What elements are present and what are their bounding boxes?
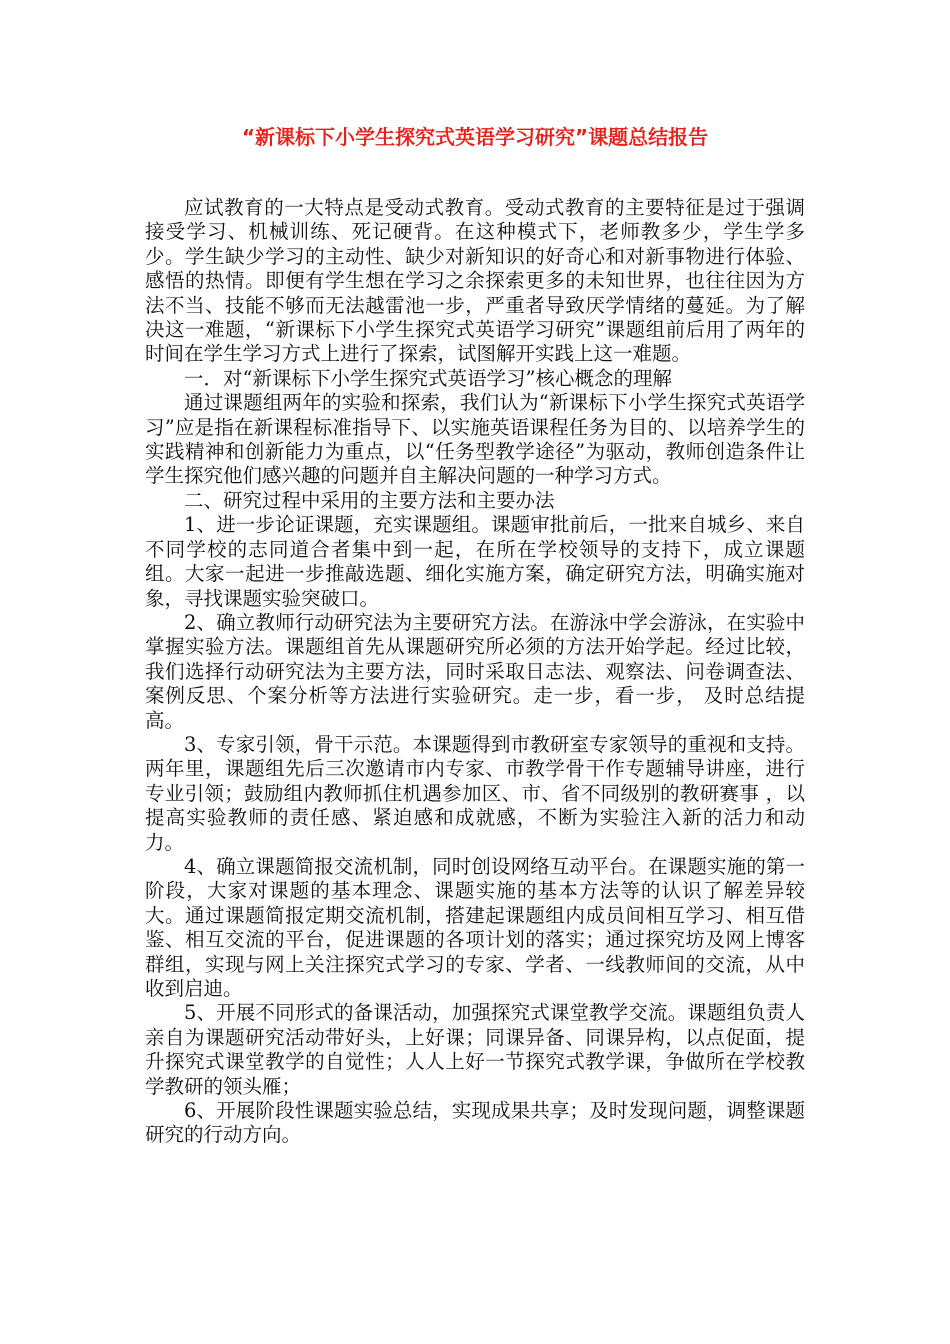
paragraph-method-4: 4、确立课题简报交流机制，同时创设网络互动平台。在课题实施的第一阶段，大家对课题的基本理念、课题实施的基本方法等的认识了解差异较大。通过课题简报定期交流机制，搭建起课题组内成员间相互学习、相互借鉴、相互交流的平台，促进课题的各项计划的落实；通过探究坊及网上博客群组，实现与网上关注探究式学习的专家、学者、一线教师间的交流，从中收到启迪。 xyxy=(145,854,805,1000)
report-body xyxy=(145,196,805,1148)
paragraph-method-2: 2、确立教师行动研究法为主要研究方法。在游泳中学会游泳，在实验中掌握实验方法。课题组首先从课题研究所必须的方法开始学起。经过比较，我们选择行动研究法为主要方法，同时采取日志法、观察法、问卷调查法、案例反思、个案分析等方法进行实验研究。走一步，看一步， 及时总结提高。 xyxy=(145,610,805,732)
paragraph-method-3: 3、专家引领，骨干示范。本课题得到市教研室专家领导的重视和支持。两年里，课题组先后三次邀请市内专家、市教学骨干作专题辅导讲座，进行专业引领；鼓励组内教师抓住机遇参加区、市、省不同级别的教研赛事 ，以提高实验教师的责任感、紧迫感和成就感，不断为实验注入新的活力和动力。 xyxy=(145,732,805,854)
paragraph-method-1: 1、进一步论证课题，充实课题组。课题审批前后，一批来自城乡、来自不同学校的志同道合者集中到一起，在所在学校领导的支持下，成立课题组。大家一起进一步推敲选题、细化实施方案，确定研究方法，明确实施对象，寻找课题实验突破口。 xyxy=(145,513,805,610)
paragraph-method-6: 6、开展阶段性课题实验总结，实现成果共享；及时发现问题，调整课题研究的行动方向。 xyxy=(145,1099,805,1147)
paragraph-method-5: 5、开展不同形式的备课活动，加强探究式课堂教学交流。课题组负责人亲自为课题研究活动带好头，上好课；同课异备、同课异构，以点促面，提升探究式课堂教学的自觉性；人人上好一节探究式教学课，争做所在学校教学教研的领头雁； xyxy=(145,1001,805,1098)
paragraph-concept: 通过课题组两年的实验和探索，我们认为“新课标下小学生探究式英语学习”应是指在新课程标准指导下、以实施英语课程任务为目的、以培养学生的实践精神和创新能力为重点，以“任务型教学途径”为驱动，教师创造条件让学生探究他们感兴趣的问题并自主解决问题的一种学习方式。 xyxy=(145,391,805,488)
report-title: “新课标下小学生探究式英语学习研究”课题总结报告 xyxy=(241,125,709,149)
section-heading-1: 一．对“新课标下小学生探究式英语学习”核心概念的理解 xyxy=(184,366,672,390)
section-heading-2: 二、研究过程中采用的主要方法和主要办法 xyxy=(184,488,555,512)
paragraph-intro: 应试教育的一大特点是受动式教育。受动式教育的主要特征是过于强调接受学习、机械训练、死记硬背。在这种模式下，老师教多少，学生学多少。学生缺少学习的主动性、缺少对新知识的好奇心和对新事物进行体验、感悟的热情。即便有学生想在学习之余探索更多的未知世界，也往往因为方法不当、技能不够而无法越雷池一步，严重者导致厌学情绪的蔓延。为了解决这一难题，“新课标下小学生探究式英语学习研究”课题组前后用了两年的时间在学生学习方式上进行了探索，试图解开实践上这一难题。 xyxy=(145,196,805,366)
